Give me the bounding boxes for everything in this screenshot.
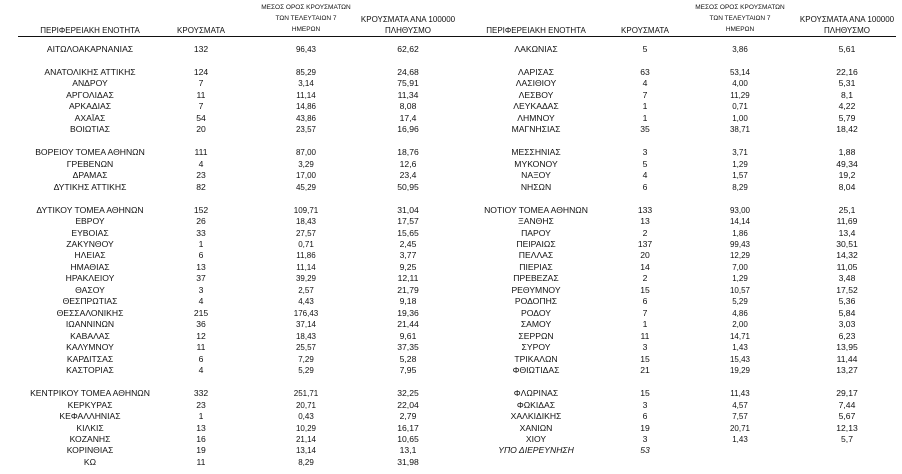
region-cell: ΕΥΒΟΙΑΣ xyxy=(71,227,109,238)
cases-cell: 23 xyxy=(196,170,206,181)
left-header-avg-line2: ΤΩΝ ΤΕΛΕΥΤΑΙΩΝ 7 xyxy=(275,15,337,22)
cases-cell: 19 xyxy=(640,422,650,433)
avg-cell: 93,00 xyxy=(729,205,751,215)
cases-cell: 13 xyxy=(640,216,650,227)
region-cell: ΛΑΚΩΝΙΑΣ xyxy=(514,44,558,54)
cases-cell: 13 xyxy=(196,261,206,272)
right-header-region: ΠΕΡΙΦΕΡΕΙΑΚΗ ΕΝΟΤΗΤΑ xyxy=(486,26,586,35)
avg-cell: 1,57 xyxy=(732,171,748,181)
per100k-cell: 11,69 xyxy=(836,216,858,227)
cases-cell: 137 xyxy=(637,238,653,249)
per100k-cell: 5,31 xyxy=(838,78,856,89)
region-cell: ΡΟΔΟΥ xyxy=(521,307,551,318)
region-cell: ΜΕΣΣΗΝΙΑΣ xyxy=(511,147,561,158)
avg-cell: 4,57 xyxy=(732,400,748,410)
region-cell: ΣΕΡΡΩΝ xyxy=(518,330,554,341)
per100k-cell: 31,98 xyxy=(397,456,419,467)
region-cell: ΦΘΙΩΤΙΔΑΣ xyxy=(512,365,560,376)
per100k-cell: 18,76 xyxy=(397,147,419,158)
per100k-cell: 14,32 xyxy=(836,250,858,261)
cases-cell: 111 xyxy=(194,147,208,158)
cases-cell: 11 xyxy=(196,456,206,467)
cases-cell: 21 xyxy=(640,365,650,376)
per100k-cell: 23,4 xyxy=(399,170,417,181)
region-cell: ΛΗΜΝΟΥ xyxy=(517,112,555,123)
cases-cell: 3 xyxy=(642,147,648,158)
region-cell: ΠΡΕΒΕΖΑΣ xyxy=(513,273,559,284)
left-header-avg-line3: ΗΜΕΡΩΝ xyxy=(291,26,321,33)
avg-cell: 1,00 xyxy=(732,113,748,123)
left-header-per100k-line2: ΠΛΗΘΥΣΜΟ xyxy=(384,26,432,35)
avg-cell: 7,00 xyxy=(732,262,748,272)
avg-cell: 20,71 xyxy=(729,423,751,433)
cases-cell: 35 xyxy=(640,124,650,135)
avg-cell: 176,43 xyxy=(293,308,319,318)
left-header-rule xyxy=(18,36,466,37)
cases-cell: 3 xyxy=(642,433,648,444)
avg-cell: 53,14 xyxy=(729,67,751,77)
region-cell: ΜΑΓΝΗΣΙΑΣ xyxy=(511,124,561,135)
per100k-cell: 30,51 xyxy=(836,238,858,249)
avg-cell: 1,29 xyxy=(732,274,748,284)
cases-cell: 1 xyxy=(642,112,648,123)
cases-cell: 5 xyxy=(642,158,648,169)
region-cell: ΔΡΑΜΑΣ xyxy=(72,170,108,181)
avg-cell: 11,14 xyxy=(296,90,316,100)
per100k-cell: 3,77 xyxy=(399,250,417,261)
avg-cell: 20,71 xyxy=(295,400,317,410)
per100k-cell: 49,34 xyxy=(836,158,858,169)
cases-cell: 63 xyxy=(640,66,650,77)
region-cell: ΝΟΤΙΟΥ ΤΟΜΕΑ ΑΘΗΝΩΝ xyxy=(484,204,588,215)
cases-cell: 11 xyxy=(196,89,206,100)
region-cell: ΠΙΕΡΙΑΣ xyxy=(519,261,553,272)
region-cell: ΚΑΒΑΛΑΣ xyxy=(70,330,110,341)
cases-cell: 1 xyxy=(198,411,204,422)
cases-cell: 12 xyxy=(196,330,206,341)
cases-cell: 82 xyxy=(196,181,206,192)
cases-cell: 7 xyxy=(642,89,648,100)
avg-cell: 0,71 xyxy=(298,239,314,249)
cases-cell: 20 xyxy=(640,250,650,261)
avg-cell: 2,57 xyxy=(298,285,314,295)
per100k-cell: 8,1 xyxy=(841,89,853,100)
cases-cell: 6 xyxy=(642,296,648,307)
cases-cell: 4 xyxy=(198,158,204,169)
region-cell: ΘΑΣΟΥ xyxy=(75,284,105,295)
region-cell: ΦΛΩΡΙΝΑΣ xyxy=(513,388,559,399)
right-header-per100k-line2: ΠΛΗΘΥΣΜΟ xyxy=(823,26,871,35)
cases-cell: 20 xyxy=(196,124,206,135)
per100k-cell: 11,34 xyxy=(397,89,419,100)
cases-cell: 19 xyxy=(196,445,206,456)
per100k-cell: 9,25 xyxy=(399,261,417,272)
avg-cell: 17,00 xyxy=(295,171,317,181)
region-cell: ΗΛΕΙΑΣ xyxy=(74,250,106,261)
region-cell: ΡΟΔΟΠΗΣ xyxy=(514,296,558,307)
per100k-cell: 75,91 xyxy=(397,78,419,89)
per100k-cell: 24,68 xyxy=(397,66,419,77)
avg-cell: 7,57 xyxy=(732,412,748,422)
per100k-cell: 12,13 xyxy=(836,422,858,433)
region-cell: ΚΩ xyxy=(83,456,97,467)
per100k-cell: 5,28 xyxy=(399,353,417,364)
cases-cell: 36 xyxy=(196,319,206,330)
avg-cell: 13,14 xyxy=(295,446,317,456)
avg-cell: 8,29 xyxy=(732,182,748,192)
avg-cell: 11,29 xyxy=(730,90,750,100)
per100k-cell: 11,05 xyxy=(836,261,858,272)
per100k-cell: 9,18 xyxy=(399,296,417,307)
region-cell: ΞΑΝΘΗΣ xyxy=(518,216,554,227)
per100k-cell: 22,04 xyxy=(397,399,419,410)
cases-cell: 54 xyxy=(196,112,206,123)
right-header-per100k-line1: ΚΡΟΥΣΜΑΤΑ ΑΝΑ 100000 xyxy=(799,15,895,24)
avg-cell: 11,43 xyxy=(730,389,750,399)
avg-cell: 43,86 xyxy=(295,113,317,123)
per100k-cell: 16,17 xyxy=(397,422,419,433)
per100k-cell: 15,65 xyxy=(397,227,419,238)
avg-cell: 99,43 xyxy=(729,239,751,249)
cases-cell: 6 xyxy=(642,181,648,192)
region-cell: ΚΑΣΤΟΡΙΑΣ xyxy=(66,365,114,376)
cases-cell: 2 xyxy=(642,227,648,238)
per100k-cell: 8,08 xyxy=(399,101,417,112)
avg-cell: 4,86 xyxy=(732,308,748,318)
region-cell: ΛΕΣΒΟΥ xyxy=(518,89,554,100)
per100k-cell: 32,25 xyxy=(397,388,419,399)
per100k-cell: 6,23 xyxy=(838,330,856,341)
per100k-cell: 18,42 xyxy=(836,124,858,135)
avg-cell: 109,71 xyxy=(293,205,319,215)
region-cell: ΑΝΔΡΟΥ xyxy=(72,78,108,89)
per100k-cell: 31,04 xyxy=(397,204,419,215)
avg-cell: 18,43 xyxy=(295,331,317,341)
per100k-cell: 8,04 xyxy=(838,181,856,192)
avg-cell: 14,86 xyxy=(295,102,317,112)
avg-cell: 96,43 xyxy=(295,45,317,54)
region-cell: ΛΕΥΚΑΔΑΣ xyxy=(513,101,559,112)
avg-cell: 8,29 xyxy=(298,457,314,467)
avg-cell: 3,86 xyxy=(732,45,748,54)
avg-cell: 23,57 xyxy=(295,125,317,135)
avg-cell: 19,29 xyxy=(729,366,751,376)
region-cell: ΑΙΤΩΛΟΑΚΑΡΝΑΝΙΑΣ xyxy=(46,44,134,54)
region-cell: ΡΕΘΥΜΝΟΥ xyxy=(511,284,561,295)
per100k-cell: 2,79 xyxy=(399,411,417,422)
region-cell: ΙΩΑΝΝΙΝΩΝ xyxy=(65,319,115,330)
per100k-cell: 17,4 xyxy=(399,112,417,123)
avg-cell: 10,29 xyxy=(295,423,317,433)
cases-cell: 132 xyxy=(193,44,209,54)
region-cell: ΛΑΣΙΘΙΟΥ xyxy=(515,78,557,89)
region-cell: ΚΑΡΔΙΤΣΑΣ xyxy=(66,353,114,364)
cases-cell: 1 xyxy=(642,319,648,330)
avg-cell: 1,43 xyxy=(732,434,748,444)
region-cell: ΗΜΑΘΙΑΣ xyxy=(70,261,110,272)
avg-cell: 21,14 xyxy=(295,434,317,444)
per100k-cell: 5,36 xyxy=(838,296,856,307)
per100k-cell: 3,48 xyxy=(838,273,856,284)
region-cell: ΚΑΛΥΜΝΟΥ xyxy=(66,342,114,353)
cases-cell: 2 xyxy=(642,273,648,284)
region-cell: ΔΥΤΙΚΟΥ ΤΟΜΕΑ ΑΘΗΝΩΝ xyxy=(36,204,144,215)
cases-cell: 152 xyxy=(193,204,209,215)
region-cell: ΒΟΡΕΙΟΥ ΤΟΜΕΑ ΑΘΗΝΩΝ xyxy=(35,147,145,158)
cases-cell: 11 xyxy=(640,330,650,341)
per100k-cell: 7,44 xyxy=(838,399,856,410)
region-cell: ΕΒΡΟΥ xyxy=(75,216,105,227)
per100k-cell: 62,62 xyxy=(397,44,419,54)
avg-cell: 85,29 xyxy=(295,67,317,77)
avg-cell: 15,43 xyxy=(729,354,751,364)
per100k-cell: 12,6 xyxy=(399,158,417,169)
cases-cell: 6 xyxy=(198,250,204,261)
cases-cell: 332 xyxy=(193,388,209,399)
avg-cell: 38,71 xyxy=(729,125,751,135)
cases-cell: 23 xyxy=(196,399,206,410)
right-header-rule xyxy=(463,36,896,37)
cases-cell: 7 xyxy=(198,101,204,112)
avg-cell: 39,29 xyxy=(295,274,317,284)
cases-cell: 3 xyxy=(642,342,648,353)
avg-cell: 27,57 xyxy=(295,228,317,238)
per100k-cell: 5,79 xyxy=(838,112,856,123)
right-header-avg-line3: ΗΜΕΡΩΝ xyxy=(725,26,755,33)
region-cell: ΚΕΦΑΛΛΗΝΙΑΣ xyxy=(59,411,121,422)
cases-cell: 1 xyxy=(198,238,204,249)
avg-cell: 1,29 xyxy=(732,159,748,169)
avg-cell: 5,29 xyxy=(732,297,748,307)
avg-cell: 4,43 xyxy=(298,297,314,307)
avg-cell: 3,29 xyxy=(298,159,314,169)
region-cell: ΗΡΑΚΛΕΙΟΥ xyxy=(65,273,115,284)
avg-cell: 87,00 xyxy=(295,148,317,158)
region-cell: ΚΕΝΤΡΙΚΟΥ ΤΟΜΕΑ ΑΘΗΝΩΝ xyxy=(30,388,150,399)
region-cell: ΒΟΙΩΤΙΑΣ xyxy=(70,124,110,135)
cases-cell: 7 xyxy=(198,78,204,89)
avg-cell: 18,43 xyxy=(295,217,317,227)
avg-cell: 5,29 xyxy=(298,366,314,376)
cases-cell: 4 xyxy=(198,365,204,376)
cases-cell: 3 xyxy=(198,284,204,295)
per100k-cell: 16,96 xyxy=(397,124,419,135)
region-cell: ΧΑΛΚΙΔΙΚΗΣ xyxy=(510,411,562,422)
region-cell: ΝΗΣΩΝ xyxy=(520,181,552,192)
per100k-cell: 2,45 xyxy=(399,238,417,249)
per100k-cell: 22,16 xyxy=(836,66,858,77)
per100k-cell: 4,22 xyxy=(838,101,856,112)
region-cell: ΠΑΡΟΥ xyxy=(521,227,551,238)
region-cell: ΑΝΑΤΟΛΙΚΗΣ ΑΤΤΙΚΗΣ xyxy=(44,66,136,77)
region-cell: ΦΩΚΙΔΑΣ xyxy=(516,399,556,410)
avg-cell: 11,14 xyxy=(296,262,316,272)
cases-cell: 215 xyxy=(193,307,209,318)
left-header-cases: ΚΡΟΥΣΜΑΤΑ xyxy=(177,26,225,35)
cases-cell: 1 xyxy=(642,101,648,112)
avg-cell: 251,71 xyxy=(293,389,319,399)
avg-cell: 37,14 xyxy=(295,320,317,330)
region-cell: ΓΡΕΒΕΝΩΝ xyxy=(66,158,114,169)
cases-cell: 14 xyxy=(640,261,650,272)
right-header-cases: ΚΡΟΥΣΜΑΤΑ xyxy=(621,26,669,35)
left-header-per100k-line1: ΚΡΟΥΣΜΑΤΑ ΑΝΑ 100000 xyxy=(360,15,456,24)
cases-cell: 7 xyxy=(642,307,648,318)
region-cell: ΑΧΑΪΑΣ xyxy=(74,112,106,123)
left-header-region: ΠΕΡΙΦΕΡΕΙΑΚΗ ΕΝΟΤΗΤΑ xyxy=(40,26,140,35)
per100k-cell: 10,65 xyxy=(397,433,419,444)
region-cell: ΧΑΝΙΩΝ xyxy=(519,422,553,433)
avg-cell: 1,43 xyxy=(732,343,748,353)
per100k-cell: 1,88 xyxy=(838,147,856,158)
per100k-cell: 13,1 xyxy=(399,445,417,456)
per100k-cell: 13,27 xyxy=(836,365,858,376)
cases-cell: 4 xyxy=(198,296,204,307)
per100k-cell: 11,44 xyxy=(836,353,858,364)
region-cell: ΠΕΙΡΑΙΩΣ xyxy=(516,238,556,249)
region-cell: ΔΥΤΙΚΗΣ ΑΤΤΙΚΗΣ xyxy=(53,181,127,192)
cases-cell: 6 xyxy=(642,411,648,422)
region-cell: ΣΥΡΟΥ xyxy=(521,342,551,353)
region-cell: ΑΡΓΟΛΙΔΑΣ xyxy=(66,89,114,100)
avg-cell: 4,00 xyxy=(732,79,748,89)
cases-cell: 124 xyxy=(193,66,209,77)
region-cell: ΚΕΡΚΥΡΑΣ xyxy=(67,399,113,410)
per100k-cell: 13,95 xyxy=(836,342,858,353)
per100k-cell: 17,52 xyxy=(836,284,858,295)
cases-cell: 13 xyxy=(196,422,206,433)
per100k-cell: 37,35 xyxy=(397,342,419,353)
cases-cell: 15 xyxy=(640,284,650,295)
per100k-cell: 5,61 xyxy=(838,44,856,54)
avg-cell: 7,29 xyxy=(298,354,314,364)
left-header-avg-line1: ΜΕΣΟΣ ΟΡΟΣ ΚΡΟΥΣΜΑΤΩΝ xyxy=(261,4,351,11)
cases-cell: 11 xyxy=(196,342,206,353)
per100k-cell: 19,36 xyxy=(397,307,419,318)
region-cell: ΚΟΖΑΝΗΣ xyxy=(69,433,111,444)
per100k-cell: 12,11 xyxy=(397,273,419,284)
region-cell: ΑΡΚΑΔΙΑΣ xyxy=(68,101,112,112)
per100k-cell: 17,57 xyxy=(397,216,419,227)
avg-cell: 11,86 xyxy=(296,251,316,261)
cases-cell: 5 xyxy=(642,44,648,54)
cases-cell: 26 xyxy=(196,216,206,227)
avg-cell: 10,57 xyxy=(729,285,751,295)
per100k-cell: 19,2 xyxy=(838,170,856,181)
region-cell: ΧΙΟΥ xyxy=(525,433,547,444)
per100k-cell: 25,1 xyxy=(838,204,856,215)
cases-cell: 37 xyxy=(196,273,206,284)
region-cell: ΥΠΟ ΔΙΕΡΕΥΝΗΣΗ xyxy=(498,445,574,456)
avg-cell: 3,14 xyxy=(298,79,314,89)
cases-cell: 15 xyxy=(640,388,650,399)
avg-cell: 1,86 xyxy=(732,228,748,238)
per100k-cell: 50,95 xyxy=(397,181,419,192)
cases-cell: 15 xyxy=(640,353,650,364)
cases-cell: 33 xyxy=(196,227,206,238)
cases-cell: 4 xyxy=(642,170,648,181)
cases-cell: 133 xyxy=(637,204,653,215)
avg-cell: 12,29 xyxy=(729,251,751,261)
cases-cell: 53 xyxy=(640,445,650,456)
per100k-cell: 21,79 xyxy=(397,284,419,295)
right-header-avg-line2: ΤΩΝ ΤΕΛΕΥΤΑΙΩΝ 7 xyxy=(709,15,771,22)
right-header-avg-line1: ΜΕΣΟΣ ΟΡΟΣ ΚΡΟΥΣΜΑΤΩΝ xyxy=(695,4,785,11)
region-cell: ΖΑΚΥΝΘΟΥ xyxy=(66,238,114,249)
avg-cell: 0,43 xyxy=(298,412,314,422)
region-cell: ΚΙΛΚΙΣ xyxy=(76,422,104,433)
region-cell: ΘΕΣΠΡΩΤΙΑΣ xyxy=(62,296,118,307)
per100k-cell: 7,95 xyxy=(399,365,417,376)
avg-cell: 2,00 xyxy=(732,320,748,330)
region-cell: ΣΑΜΟΥ xyxy=(520,319,552,330)
per100k-cell: 5,7 xyxy=(841,433,853,444)
per100k-cell: 21,44 xyxy=(397,319,419,330)
per100k-cell: 5,84 xyxy=(838,307,856,318)
avg-cell: 14,14 xyxy=(729,217,751,227)
per100k-cell: 9,61 xyxy=(399,330,417,341)
cases-cell: 16 xyxy=(196,433,206,444)
region-cell: ΝΑΞΟΥ xyxy=(521,170,551,181)
avg-cell: 3,71 xyxy=(732,148,748,158)
avg-cell: 14,71 xyxy=(729,331,751,341)
region-cell: ΛΑΡΙΣΑΣ xyxy=(518,66,554,77)
per100k-cell: 5,67 xyxy=(838,411,856,422)
avg-cell: 25,57 xyxy=(295,343,317,353)
region-cell: ΤΡΙΚΑΛΩΝ xyxy=(514,353,558,364)
region-cell: ΘΕΣΣΑΛΟΝΙΚΗΣ xyxy=(56,307,124,318)
cases-cell: 3 xyxy=(642,399,648,410)
avg-cell: 0,71 xyxy=(732,102,748,112)
cases-cell: 4 xyxy=(642,78,648,89)
per100k-cell: 13,4 xyxy=(838,227,856,238)
cases-cell: 6 xyxy=(198,353,204,364)
per100k-cell: 29,17 xyxy=(836,388,858,399)
region-cell: ΜΥΚΟΝΟΥ xyxy=(514,158,558,169)
region-cell: ΚΟΡΙΝΘΙΑΣ xyxy=(66,445,114,456)
per100k-cell: 3,03 xyxy=(838,319,856,330)
avg-cell: 45,29 xyxy=(295,182,317,192)
region-cell: ΠΕΛΛΑΣ xyxy=(518,250,554,261)
